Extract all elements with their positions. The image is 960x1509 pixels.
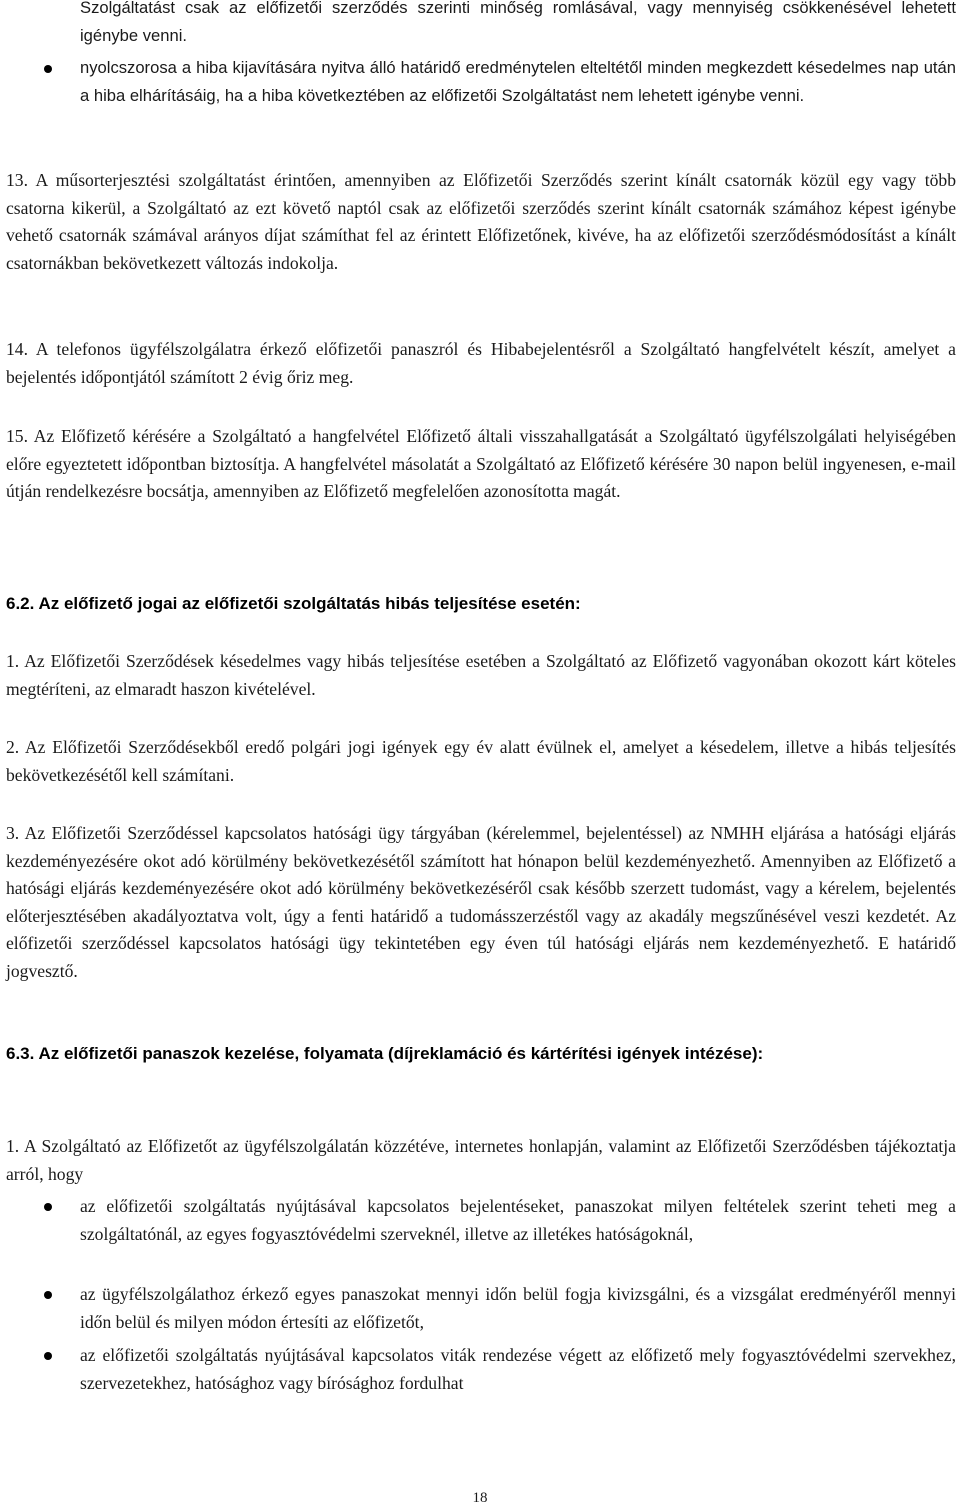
paragraph-15: 15. Az Előfizető kérésére a Szolgáltató a hangfelvétel Előfizető általi visszahallgatását a Szolgáltató ügyfélszolgálati helyiségében előre egyeztetett időpontban biztosítja. A hangfelvétel másolatát a Szolgáltató az Előfizető kérésére 30 napon belül ingyenesen, e-mail útján rendelkezésre bocsátja, amennyiben az Előfizető megfelelően azonosította magát. (6, 426, 956, 501)
section-6-3-bullet-1: az előfizetői szolgáltatás nyújtásával kapcsolatos bejelentéseket, panaszokat milyen feltételek szerint teheti meg a szolgáltatónál, az egyes fogyasztóvédelmi szerveknél, illetve az illetékes hatóságoknál, (80, 1196, 956, 1244)
section-6-3-bullet-2: az ügyfélszolgálathoz érkező egyes panaszokat mennyi időn belül fogja kivizsgálni, és a vizsgálat eredményéről mennyi időn belül és milyen módon értesíti az előfizetőt, (80, 1284, 956, 1332)
section-6-2-paragraph-3: 3. Az Előfizetői Szerződéssel kapcsolatos hatósági ügy tárgyában (kérelemmel, bejelentéssel) az NMHH eljárása a hatósági eljárás kezdeményezésére okot adó körülmény bekövetkezésétől számított hat hónapon belül kezdeményezhető. Amennyiben az Előfizető a hatósági eljárás kezdeményezésére okot adó körülmény bekövetkezéséről csak később szerzett tudomást, vagy a kérelem, bejelentés előterjesztésében akadályoztatva volt, úgy a fenti határidő a tudomásszerzéstől vagy az akadály megszűnésével veszi kezdetét. Az előfizetői szerződéssel kapcsolatos hatósági ügy tekintetében egy éven túl hatósági eljárás nem kezdeményezhető. E határidő jogvesztő. (6, 823, 956, 981)
continued-bullet-text: Szolgáltatást csak az előfizetői szerződés szerinti minőség romlásával, vagy mennyiség csökkenésével lehetett igénybe venni. (80, 0, 956, 45)
bullet-icon (44, 1291, 52, 1299)
bullet-icon (44, 65, 52, 73)
section-heading-6-2: 6.2. Az előfizető jogai az előfizetői szolgáltatás hibás teljesítése esetén: (6, 594, 581, 613)
paragraph-14: 14. A telefonos ügyfélszolgálatra érkező előfizetői panaszról és Hibabejelentésről a Szolgáltató hangfelvételt készít, amelyet a bejelentés időpontjától számított 2 évig őriz meg. (6, 339, 956, 387)
section-6-3-bullet-3: az előfizetői szolgáltatás nyújtásával kapcsolatos viták rendezése végett az előfizető mely fogyasztóvédelmi szervekhez, szervezetekhez, hatósághoz vagy bírósághoz fordulhat (80, 1345, 956, 1393)
section-6-2-paragraph-1: 1. Az Előfizetői Szerződések késedelmes vagy hibás teljesítése esetében a Szolgáltató az Előfizető vagyonában okozott kárt köteles megtéríteni, az elmaradt haszon kivételével. (6, 651, 956, 699)
bullet-icon (44, 1352, 52, 1360)
bullet-icon (44, 1203, 52, 1211)
section-heading-6-3: 6.3. Az előfizetői panaszok kezelése, folyamata (díjreklamáció és kártérítési igények intézése): (6, 1044, 764, 1063)
paragraph-13: 13. A műsorterjesztési szolgáltatást érintően, amennyiben az Előfizetői Szerződés szerint kínált csatornák közül egy vagy több csatorna kikerül, a Szolgáltató az ezt követő naptól csak az előfizetői szerződés szerint kínált csatornák számához képest igénybe vehető csatornák számával arányos díjat számíthat fel az érintett Előfizetőnek, kivéve, ha az előfizetői szerződésmódosítást a kínált csatornákban bekövetkezett változás indokolja. (6, 170, 956, 273)
page-number: 18 (472, 1490, 488, 1506)
section-6-3-paragraph-1: 1. A Szolgáltató az Előfizetőt az ügyfélszolgálatán közzétéve, internetes honlapján, valamint az Előfizetői Szerződésben tájékoztatja arról, hogy (6, 1136, 956, 1184)
bullet-item-penalty: nyolcszorosa a hiba kijavítására nyitva álló határidő eredménytelen elteltétől minden megkezdett késedelmes nap után a hiba elhárításáig, ha a hiba következtében az előfizetői Szolgáltatást nem lehetett igénybe venni. (80, 58, 956, 105)
section-6-2-paragraph-2: 2. Az Előfizetői Szerződésekből eredő polgári jogi igények egy év alatt évülnek el, amelyet a késedelem, illetve a hibás teljesítés bekövetkezésétől kell számítani. (6, 737, 956, 785)
